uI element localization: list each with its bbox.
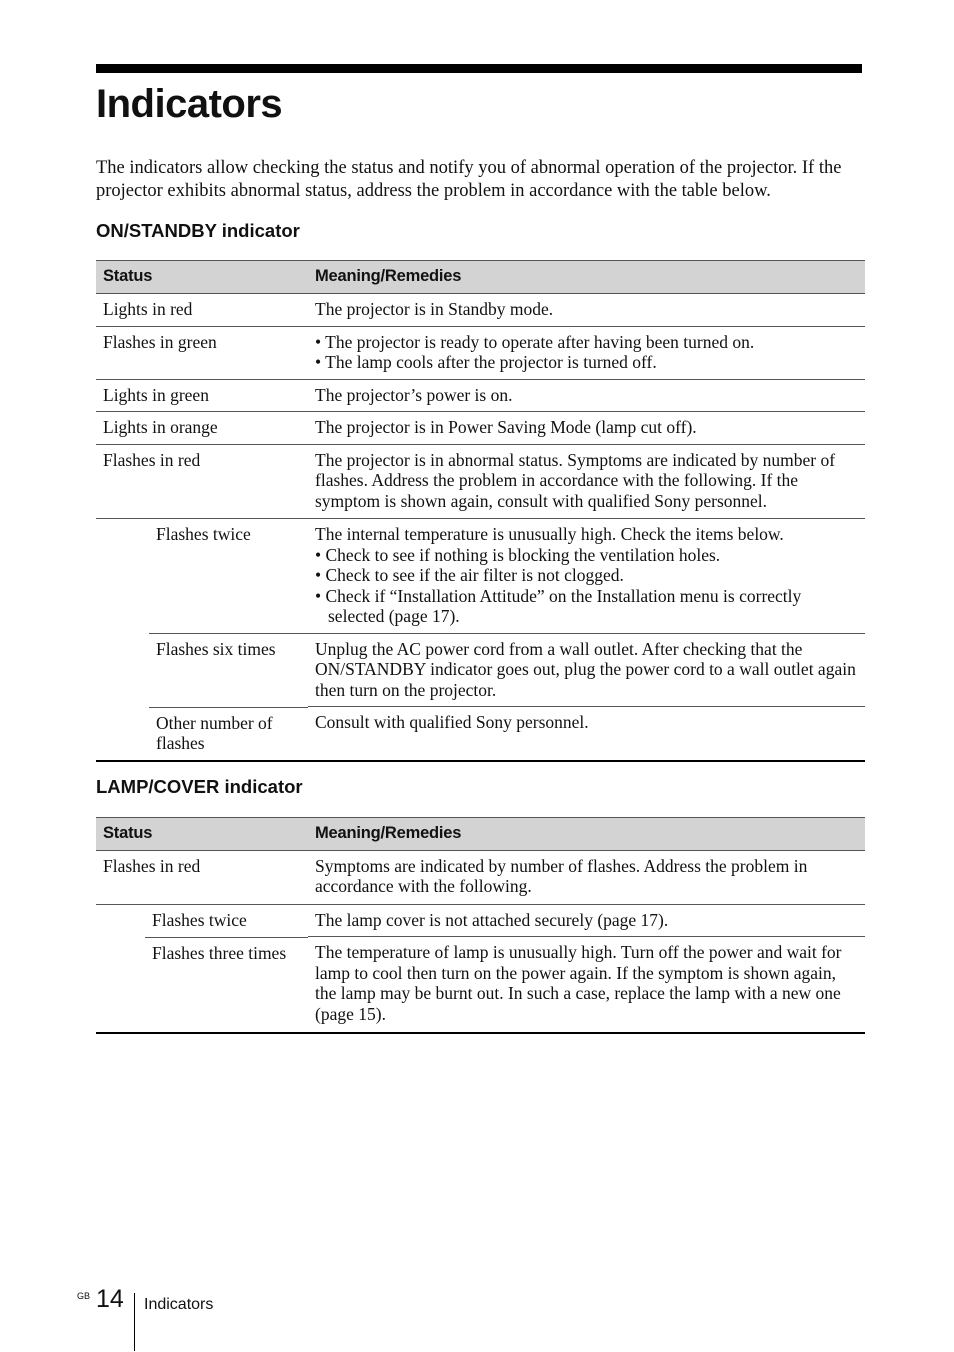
lamp-cover-heading: LAMP/COVER indicator <box>96 775 303 797</box>
status-cell: Lights in green <box>96 379 308 412</box>
meaning-cell: Consult with qualified Sony personnel. <box>308 707 865 761</box>
table-subrow <box>96 707 865 761</box>
status-header: Status <box>96 261 308 294</box>
meaning-header: Meaning/Remedies <box>308 817 865 850</box>
bullet-item: • Check to see if nothing is blocking the ventilation holes. <box>315 544 721 565</box>
footer-region: GB <box>77 1291 91 1301</box>
title-rule <box>96 64 862 73</box>
table-row <box>96 294 865 327</box>
status-cell <box>96 937 308 1034</box>
table-subrow <box>96 519 865 634</box>
sub-status: Flashes six times <box>149 633 308 666</box>
sub-status: Flashes twice <box>156 524 251 544</box>
table-subrow <box>96 904 865 937</box>
footer-section-label: Indicators <box>144 1296 214 1313</box>
footer-divider <box>134 1293 135 1351</box>
sub-status: Flashes twice <box>152 909 247 930</box>
table-row <box>96 444 865 519</box>
status-cell: Flashes in green <box>96 326 308 379</box>
page-number: 14 <box>96 1285 124 1313</box>
table-row <box>96 379 865 412</box>
bullet-item: • Check to see if the air filter is not clogged. <box>315 565 624 585</box>
meaning-cell: Symptoms are indicated by number of flashes. Address the problem in accordance with the following. <box>308 850 865 904</box>
on-standby-table <box>96 260 865 762</box>
table-row <box>96 850 865 904</box>
meaning-cell <box>308 519 865 634</box>
page-title: Indicators <box>96 82 283 126</box>
on-standby-heading: ON/STANDBY indicator <box>96 220 300 241</box>
status-cell <box>96 904 308 937</box>
meaning-header: Meaning/Remedies <box>308 261 865 294</box>
meaning-cell <box>308 326 865 379</box>
status-cell <box>96 707 308 761</box>
meaning-cell: The lamp cover is not attached securely (page 17). <box>308 904 865 937</box>
intro-paragraph: The indicators allow checking the status and notify you of abnormal operation of the projector. If the projector exhibits abnormal status, address the problem in accordance with the table below. <box>96 158 842 201</box>
sub-status: Other number of flashes <box>149 707 308 760</box>
table-subrow <box>96 937 865 1034</box>
bullet-item: • The lamp cools after the projector is turned off. <box>315 352 657 372</box>
lamp-cover-table <box>96 817 865 1035</box>
page-content <box>96 64 864 1034</box>
status-cell: Flashes in red <box>96 850 308 904</box>
bullet-item: • Check if “Installation Attitude” on the Installation menu is correctly selected (page 17). <box>315 585 802 626</box>
table-row <box>96 412 865 445</box>
status-cell <box>96 519 308 634</box>
meaning-cell: The temperature of lamp is unusually high. Turn off the power and wait for lamp to cool then turn on the power again. If the symptom is shown again, the lamp may be burnt out. In such a case, replace the lamp with a new one (page 15). <box>308 937 865 1034</box>
meaning-cell: The projector is in Power Saving Mode (lamp cut off). <box>308 412 865 445</box>
table-header-row <box>96 261 865 294</box>
meaning-cell: The projector is in abnormal status. Symptoms are indicated by number of flashes. Address the problem in accordance with the following. If the symptom is shown again, consult with qualified Sony personnel. <box>308 444 865 519</box>
bullet-item: • The projector is ready to operate after having been turned on. <box>315 331 755 352</box>
table-header-row <box>96 817 865 850</box>
status-cell: Lights in red <box>96 294 308 327</box>
meaning-text: The internal temperature is unusually high. Check the items below. <box>315 524 784 544</box>
meaning-cell: The projector’s power is on. <box>308 379 865 412</box>
meaning-cell: Unplug the AC power cord from a wall outlet. After checking that the ON/STANDBY indicator goes out, plug the power cord to a wall outlet again then turn on the projector. <box>308 633 865 707</box>
sub-status: Flashes three times <box>145 937 308 970</box>
status-cell: Lights in orange <box>96 412 308 445</box>
status-cell <box>96 633 308 707</box>
status-header: Status <box>96 817 308 850</box>
status-cell: Flashes in red <box>96 444 308 519</box>
meaning-cell: The projector is in Standby mode. <box>308 294 865 327</box>
table-row <box>96 326 865 379</box>
table-subrow <box>96 633 865 707</box>
